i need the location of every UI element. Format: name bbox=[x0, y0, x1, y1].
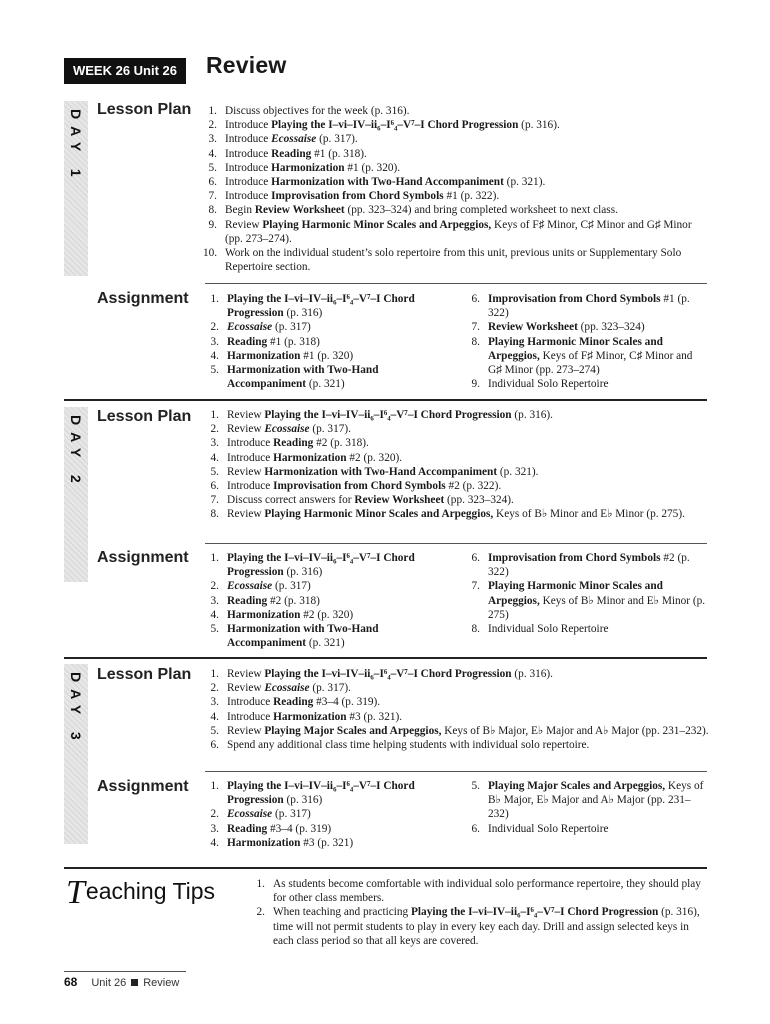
item-number: 9. bbox=[471, 378, 480, 391]
page-title: Review bbox=[206, 52, 287, 78]
item-number: 6. bbox=[471, 293, 480, 305]
item-number: 6. bbox=[471, 822, 480, 835]
item-number: 5. bbox=[210, 623, 219, 636]
day-1-bar bbox=[64, 101, 88, 276]
day-3-lesson-plan-heading: Lesson Plan bbox=[97, 666, 192, 683]
day-1-assignment-left bbox=[205, 292, 443, 391]
item-number: 1. bbox=[208, 105, 217, 117]
item-number: 6. bbox=[208, 176, 217, 189]
item-number: 6. bbox=[471, 552, 480, 564]
list-item: 8. Review Playing Harmonic Minor Scales and Arpeggios, Keys of B♭ Minor and E♭ Minor (p. 275). bbox=[205, 507, 709, 521]
list-item: 9. Review Playing Harmonic Minor Scales and Arpeggios, Keys of F♯ Minor, C♯ Minor and G♯ Minor (pp. 273–274). bbox=[203, 218, 709, 246]
week-unit-badge: WEEK 26 Unit 26 bbox=[64, 58, 186, 84]
item-number: 3. bbox=[208, 133, 217, 146]
item-number: 3. bbox=[210, 437, 219, 450]
item-number: 10. bbox=[203, 247, 218, 260]
list-item: 3. Introduce Ecossaise (p. 317). bbox=[203, 132, 709, 146]
item-number: 1. bbox=[210, 293, 219, 305]
list-item: 10. Work on the individual student’s solo repertoire from this unit, previous units or Supplementary Solo Repertoire section. bbox=[203, 247, 682, 274]
list-item: 6. Introduce Improvisation from Chord Symbols #2 (p. 322). bbox=[205, 479, 709, 493]
item-number: 5. bbox=[210, 364, 219, 377]
day-3-divider bbox=[205, 771, 707, 772]
day-2-end-rule bbox=[64, 657, 707, 659]
day-2-bar bbox=[64, 407, 88, 582]
list-item: 5. Review Playing Major Scales and Arpeggios, Keys of B♭ Major, E♭ Major and A♭ Major (pp. 231–232). bbox=[205, 724, 709, 738]
list-item: 5. Review Harmonization with Two-Hand Accompaniment (p. 321). bbox=[205, 465, 709, 479]
list-item: 1. Review Playing the I–vi–IV–ii₆–I⁶₄–V⁷–I Chord Progression (p. 316). bbox=[205, 408, 709, 422]
footer-unit: Unit 26 bbox=[91, 977, 127, 989]
item-number: 7. bbox=[471, 580, 480, 593]
list-item: 9. Individual Solo Repertoire bbox=[466, 377, 708, 391]
list-item: 1. Playing the I–vi–IV–ii₆–I⁶₄–V⁷–I Chord Progression (p. 316) bbox=[205, 292, 443, 320]
item-number: 8. bbox=[208, 204, 217, 217]
page-number: 68 bbox=[64, 975, 78, 989]
item-number: 4. bbox=[210, 710, 219, 723]
list-item: 7. Discuss correct answers for Review Worksheet (pp. 323–324). bbox=[205, 493, 709, 507]
list-item: 5. Harmonization with Two-Hand Accompaniment (p. 321) bbox=[205, 363, 443, 391]
day-3-assignment-heading: Assignment bbox=[97, 778, 189, 795]
day-3-assignment-right bbox=[466, 779, 708, 836]
list-item: 3. Introduce Reading #3–4 (p. 319). bbox=[205, 695, 709, 709]
list-item: 2. Introduce Playing the I–vi–IV–ii₆–I⁶₄–V⁷–I Chord Progression (p. 316). bbox=[203, 118, 709, 132]
list-item: 2. Ecossaise (p. 317) bbox=[205, 807, 443, 821]
list-item: 4. Harmonization #2 (p. 320) bbox=[205, 608, 443, 622]
item-number: 1. bbox=[210, 409, 219, 421]
list-item: 1. Playing the I–vi–IV–ii₆–I⁶₄–V⁷–I Chord Progression (p. 316) bbox=[205, 551, 443, 579]
day-1-lesson-plan-list bbox=[203, 104, 709, 274]
day-2-lesson-plan-list bbox=[205, 408, 709, 522]
item-number: 5. bbox=[210, 724, 219, 737]
day-2-assignment-left bbox=[205, 551, 443, 650]
day-1-divider bbox=[205, 283, 707, 284]
item-number: 7. bbox=[210, 494, 219, 507]
day-2-lesson-plan-heading: Lesson Plan bbox=[97, 408, 192, 425]
list-item: 6. Individual Solo Repertoire bbox=[466, 822, 708, 836]
item-number: 1. bbox=[256, 878, 265, 890]
item-number: 2. bbox=[210, 321, 219, 334]
item-number: 5. bbox=[471, 780, 480, 792]
list-item: 1. Playing the I–vi–IV–ii₆–I⁶₄–V⁷–I Chord Progression (p. 316) bbox=[205, 779, 443, 807]
day-1-label: DAY 1 bbox=[68, 109, 84, 184]
list-item: 2. Review Ecossaise (p. 317). bbox=[205, 422, 709, 436]
day-3-lesson-plan-list bbox=[205, 667, 709, 752]
day-1-assignment-right bbox=[466, 292, 708, 391]
list-item: 7. Playing Harmonic Minor Scales and Arpeggios, Keys of B♭ Minor and E♭ Minor (p. 275) bbox=[466, 579, 708, 622]
item-number: 7. bbox=[208, 190, 217, 203]
list-item: 6. Improvisation from Chord Symbols #1 (p. 322) bbox=[466, 292, 708, 320]
list-item: 5. Harmonization with Two-Hand Accompaniment (p. 321) bbox=[205, 622, 443, 650]
day-2-divider bbox=[205, 543, 707, 544]
list-item: 3. Reading #1 (p. 318) bbox=[205, 335, 443, 349]
page-footer bbox=[64, 975, 179, 989]
item-number: 1. bbox=[210, 668, 219, 680]
list-item: 8. Begin Review Worksheet (pp. 323–324) and bring completed worksheet to next class. bbox=[203, 203, 709, 217]
day-2-assignment-heading: Assignment bbox=[97, 549, 189, 566]
item-number: 7. bbox=[471, 321, 480, 334]
day-3-assignment-left bbox=[205, 779, 443, 850]
list-item: 4. Introduce Harmonization #3 (p. 321). bbox=[205, 710, 709, 724]
day-3-end-rule bbox=[64, 867, 707, 869]
item-number: 6. bbox=[210, 739, 219, 752]
day-1-assignment-heading: Assignment bbox=[97, 290, 189, 307]
list-item: 4. Harmonization #1 (p. 320) bbox=[205, 349, 443, 363]
item-number: 1. bbox=[210, 780, 219, 792]
item-number: 6. bbox=[210, 480, 219, 493]
day-1-lesson-plan-heading: Lesson Plan bbox=[97, 101, 192, 118]
list-item: 2. Ecossaise (p. 317) bbox=[205, 579, 443, 593]
list-item: 6. Spend any additional class time helping students with individual solo repertoire. bbox=[205, 738, 709, 752]
list-item: 8. Individual Solo Repertoire bbox=[466, 622, 708, 636]
item-number: 8. bbox=[210, 508, 219, 521]
footer-section: Review bbox=[143, 977, 180, 989]
list-item: 7. Introduce Improvisation from Chord Symbols #1 (p. 322). bbox=[203, 189, 709, 203]
day-3-label: DAY 3 bbox=[68, 672, 84, 747]
list-item: 1. As students become comfortable with individual solo performance repertoire, they should play for other class members. bbox=[251, 877, 707, 905]
list-item: 1. Review Playing the I–vi–IV–ii₆–I⁶₄–V⁷–I Chord Progression (p. 316). bbox=[205, 667, 709, 681]
item-number: 2. bbox=[210, 808, 219, 821]
list-item: 3. Introduce Reading #2 (p. 318). bbox=[205, 436, 709, 450]
item-number: 8. bbox=[471, 623, 480, 636]
item-number: 1. bbox=[210, 552, 219, 564]
list-item: 8. Playing Harmonic Minor Scales and Arpeggios, Keys of F♯ Minor, C♯ Minor and G♯ Minor (pp. 273–274) bbox=[466, 335, 708, 378]
day-1-end-rule bbox=[64, 399, 707, 401]
item-number: 9. bbox=[208, 218, 217, 231]
item-number: 5. bbox=[210, 465, 219, 478]
item-number: 8. bbox=[471, 335, 480, 348]
item-number: 3. bbox=[210, 335, 219, 348]
square-bullet-icon bbox=[131, 979, 138, 986]
item-number: 4. bbox=[208, 147, 217, 160]
list-item: 1. Discuss objectives for the week (p. 316). bbox=[203, 104, 709, 118]
list-item: 2. When teaching and practicing Playing the I–vi–IV–ii₆–I⁶₄–V⁷–I Chord Progression (p. 316), time will not permit students to play in every key each day. Drill and assign selected keys in each class period so that all keys are covered. bbox=[251, 905, 707, 948]
list-item: 2. Ecossaise (p. 317) bbox=[205, 320, 443, 334]
item-number: 4. bbox=[210, 836, 219, 849]
item-number: 3. bbox=[210, 822, 219, 835]
list-item: 2. Review Ecossaise (p. 317). bbox=[205, 681, 709, 695]
list-item: 5. Introduce Harmonization #1 (p. 320). bbox=[203, 161, 709, 175]
list-item: 6. Introduce Harmonization with Two-Hand Accompaniment (p. 321). bbox=[203, 175, 709, 189]
list-item: 6. Improvisation from Chord Symbols #2 (p. 322) bbox=[466, 551, 708, 579]
teaching-tips-initial: T bbox=[66, 874, 85, 911]
list-item: 3. Reading #3–4 (p. 319) bbox=[205, 822, 443, 836]
item-number: 2. bbox=[210, 682, 219, 695]
list-item: 4. Introduce Reading #1 (p. 318). bbox=[203, 147, 709, 161]
item-number: 3. bbox=[210, 696, 219, 709]
item-number: 4. bbox=[210, 608, 219, 621]
list-item: 3. Reading #2 (p. 318) bbox=[205, 594, 443, 608]
item-number: 5. bbox=[208, 161, 217, 174]
list-item: 4. Harmonization #3 (p. 321) bbox=[205, 836, 443, 850]
item-number: 4. bbox=[210, 349, 219, 362]
teaching-tips-title-rest: eaching Tips bbox=[85, 878, 216, 904]
day-3-bar bbox=[64, 664, 88, 844]
day-2-assignment-right bbox=[466, 551, 708, 636]
day-2-label: DAY 2 bbox=[68, 415, 84, 490]
item-number: 2. bbox=[208, 119, 217, 132]
footer-rule bbox=[64, 971, 186, 972]
item-number: 2. bbox=[210, 580, 219, 593]
list-item: 7. Review Worksheet (pp. 323–324) bbox=[466, 320, 708, 334]
item-number: 4. bbox=[210, 451, 219, 464]
item-number: 3. bbox=[210, 594, 219, 607]
list-item: 4. Introduce Harmonization #2 (p. 320). bbox=[205, 451, 709, 465]
teaching-tips-title bbox=[66, 874, 215, 912]
item-number: 2. bbox=[256, 906, 265, 919]
list-item: 5. Playing Major Scales and Arpeggios, Keys of B♭ Major, E♭ Major and A♭ Major (pp. 231–232) bbox=[466, 779, 708, 822]
teaching-tips-list bbox=[251, 877, 707, 948]
item-number: 2. bbox=[210, 423, 219, 436]
